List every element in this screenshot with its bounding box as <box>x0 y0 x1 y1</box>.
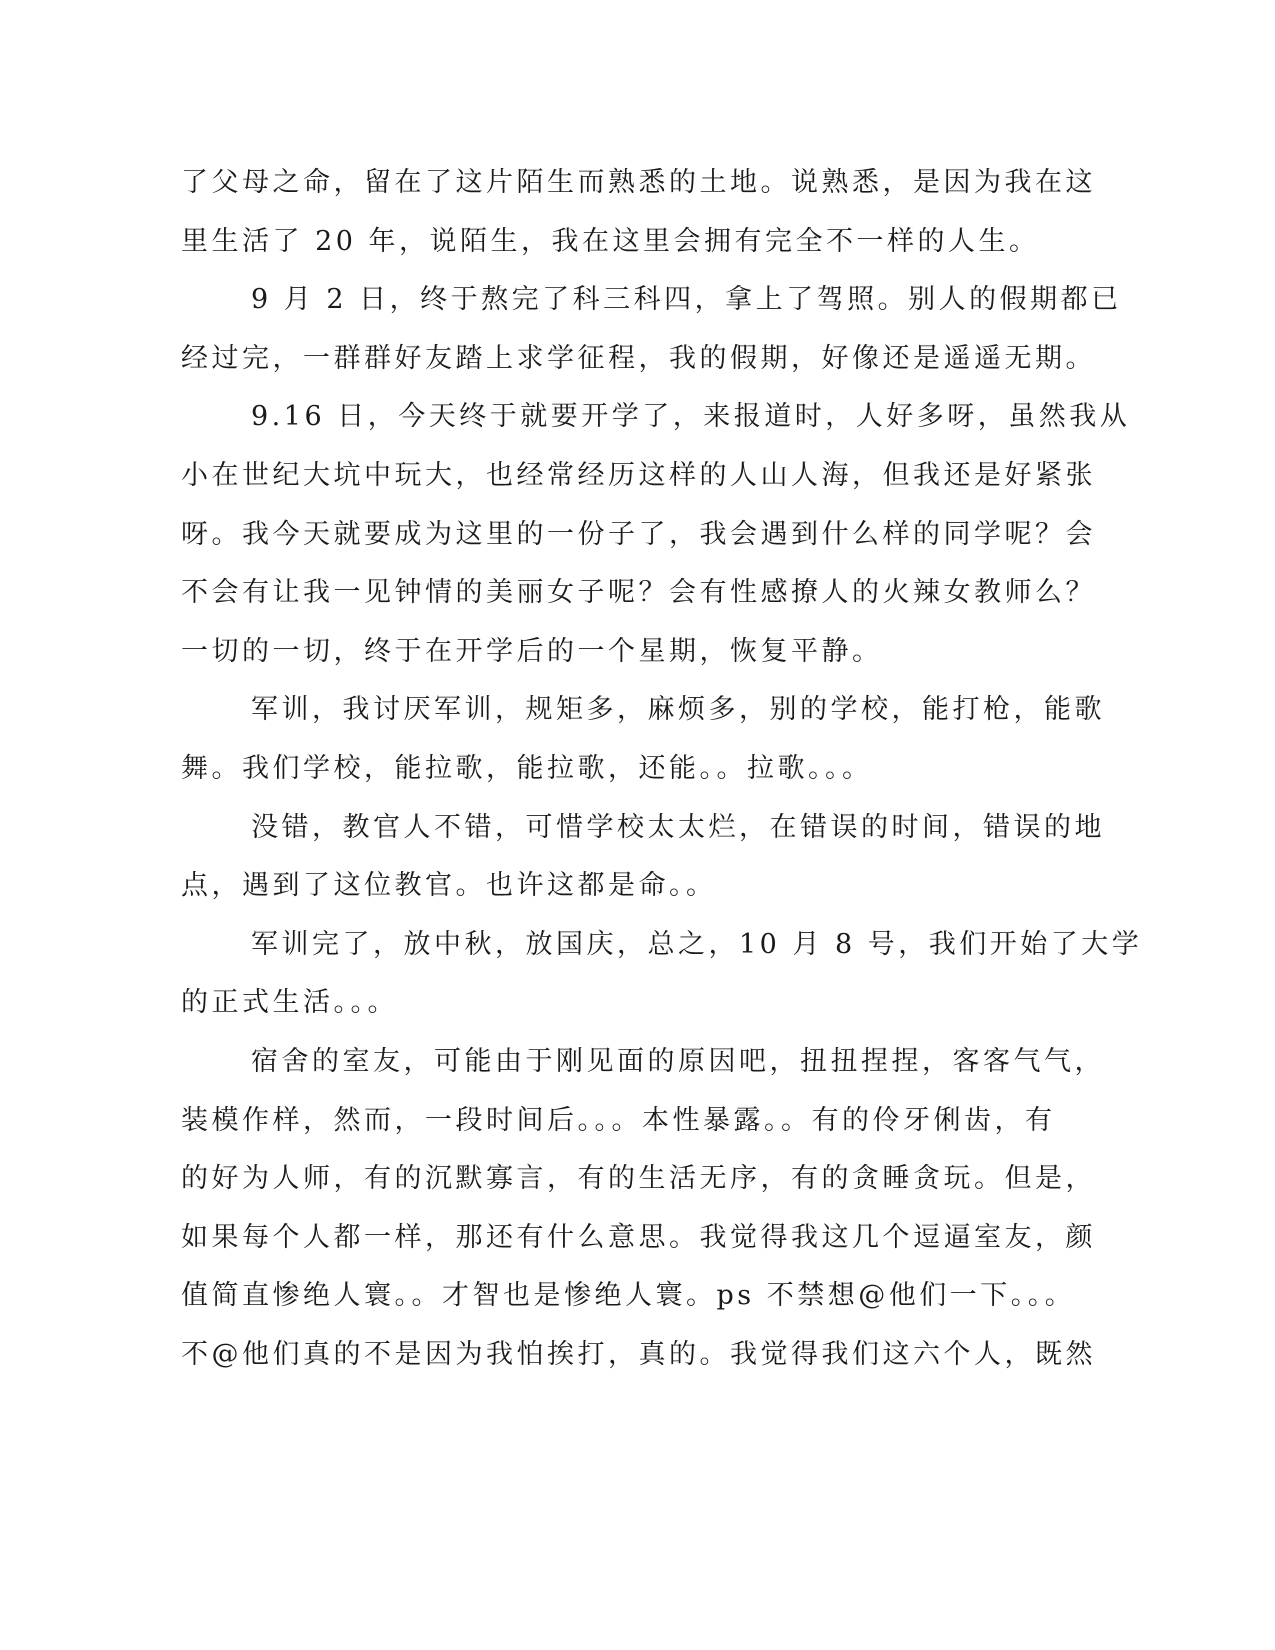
text-line: 一切的一切，终于在开学后的一个星期，恢复平静。 <box>181 635 883 667</box>
paragraph-first-line: 军训完了，放中秋，放国庆，总之，10 月 8 号，我们开始了大学 <box>251 928 1143 960</box>
text-line: 经过完，一群群好友踏上求学征程，我的假期，好像还是遥遥无期。 <box>181 342 1096 374</box>
paragraph-first-line: 宿舍的室友，可能由于刚见面的原因吧，扭扭捏捏，客客气气， <box>251 1045 1105 1077</box>
paragraph-first-line: 9 月 2 日，终于熬完了科三科四，拿上了驾照。别人的假期都已 <box>251 284 1122 316</box>
text-line: 不会有让我一见钟情的美丽女子呢？会有性感撩人的火辣女教师么？ <box>181 577 1096 609</box>
text-line: 呀。我今天就要成为这里的一份子了，我会遇到什么样的同学呢？会 <box>181 518 1096 550</box>
text-line: 不@他们真的不是因为我怕挨打，真的。我觉得我们这六个人，既然 <box>181 1338 1096 1370</box>
text-line: 小在世纪大坑中玩大，也经常经历这样的人山人海，但我还是好紧张 <box>181 459 1096 491</box>
document-body <box>181 154 1143 1384</box>
text-line: 如果每个人都一样，那还有什么意思。我觉得我这几个逗逼室友，颜 <box>181 1221 1096 1253</box>
text-line: 舞。我们学校，能拉歌，能拉歌，还能。。拉歌。。。 <box>181 752 873 784</box>
text-line: 点，遇到了这位教官。也许这都是命。。 <box>181 870 717 902</box>
text-line: 里生活了 20 年，说陌生，我在这里会拥有完全不一样的人生。 <box>181 225 1040 257</box>
paragraph-first-line: 军训，我讨厌军训，规矩多，麻烦多，别的学校，能打枪，能歌 <box>251 694 1105 726</box>
paragraph-first-line: 没错，教官人不错，可惜学校太太烂，在错误的时间，错误的地 <box>251 811 1105 843</box>
text-line: 的好为人师，有的沉默寡言，有的生活无序，有的贪睡贪玩。但是， <box>181 1163 1096 1195</box>
text-line: 装模作样，然而，一段时间后。。。本性暴露。。有的伶牙俐齿，有 <box>181 1104 1056 1136</box>
text-line: 值简直惨绝人寰。。才智也是惨绝人寰。ps 不禁想@他们一下。。。 <box>181 1280 1076 1312</box>
paragraph-first-line: 9.16 日，今天终于就要开学了，来报道时，人好多呀，虽然我从 <box>251 401 1131 433</box>
text-line: 的正式生活。。。 <box>181 987 398 1019</box>
text-line: 了父母之命，留在了这片陌生而熟悉的土地。说熟悉，是因为我在这 <box>181 167 1096 198</box>
